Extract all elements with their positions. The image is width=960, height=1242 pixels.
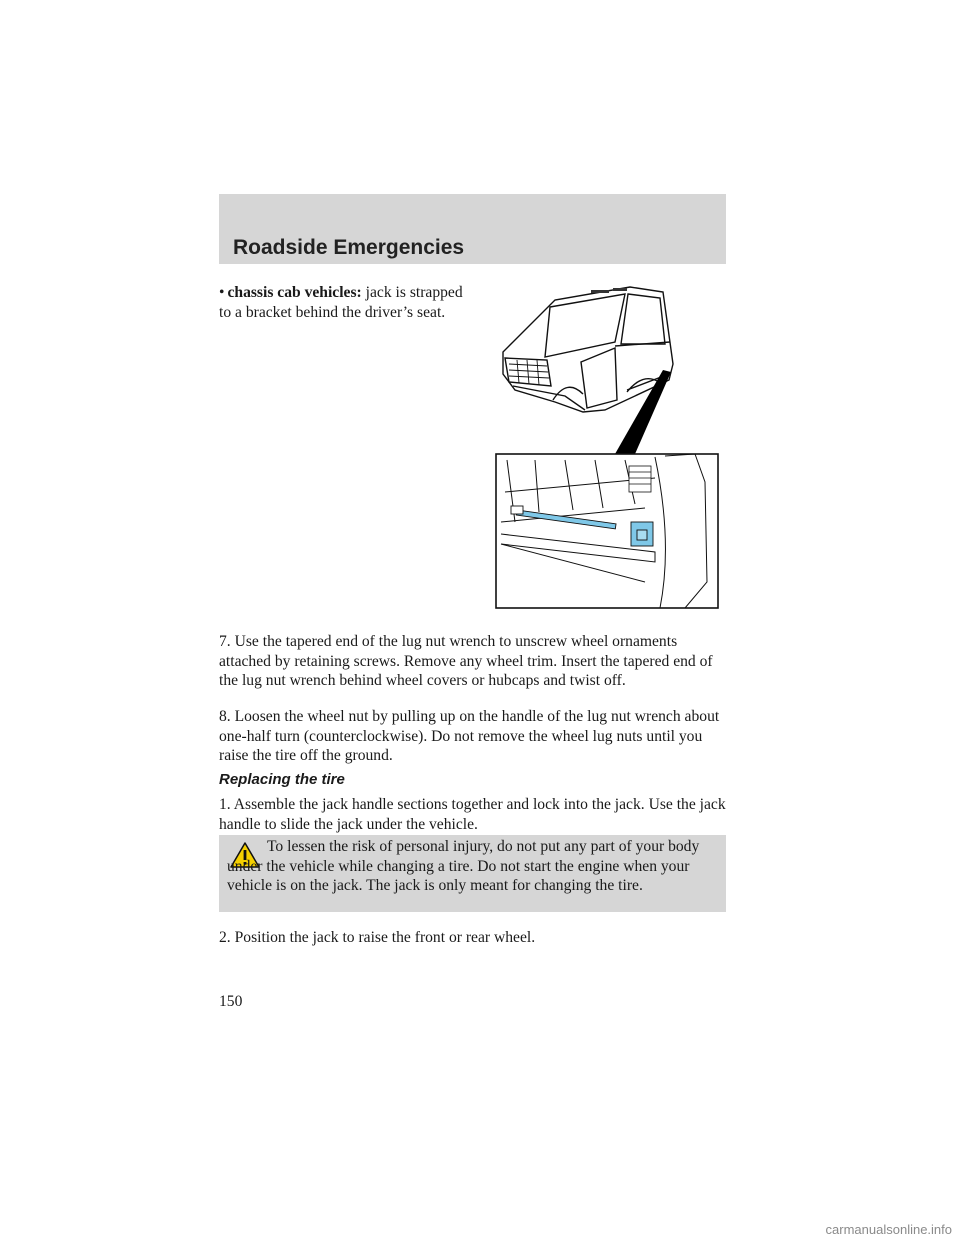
bullet-symbol: • <box>219 284 225 301</box>
step-7-paragraph: 7. Use the tapered end of the lug nut wrench to unscrew wheel ornaments attached by retaining screws. Remove any wheel trim. Insert the tapered end of the lug nut wrench behind wheel covers or hubcaps and twist off. <box>219 633 713 689</box>
bullet-bold-label: chassis cab vehicles: <box>227 284 362 301</box>
warning-text: To lessen the risk of personal injury, do not put any part of your body under the vehicle while changing a tire. Do not start the engine when your vehicle is on the jack. The jack is only meant for changing the tire. <box>227 838 700 894</box>
bullet-text: jack is strapped to a bracket behind the driver’s seat. <box>219 284 463 321</box>
replacing-step-2-paragraph: 2. Position the jack to raise the front or rear wheel. <box>219 929 536 946</box>
step-8-paragraph: 8. Loosen the wheel nut by pulling up on the handle of the lug nut wrench about one-half turn (counterclockwise). Do not remove the wheel lug nuts until you raise the tire off the ground. <box>219 708 720 764</box>
section-title: Roadside Emergencies <box>233 236 465 259</box>
footer-watermark: carmanualsonline.info <box>825 1222 952 1237</box>
replacing-tire-subheading: Replacing the tire <box>219 771 345 788</box>
section-header <box>219 194 726 264</box>
replacing-step-1-paragraph: 1. Assemble the jack handle sections together and lock into the jack. Use the jack handle to slide the jack under the vehicle. <box>219 796 726 833</box>
warning-box <box>219 835 726 912</box>
bullet-chassis-cab <box>219 283 469 322</box>
chassis-cab-jack-location-illustration <box>495 282 720 609</box>
page-number: 150 <box>219 993 243 1010</box>
